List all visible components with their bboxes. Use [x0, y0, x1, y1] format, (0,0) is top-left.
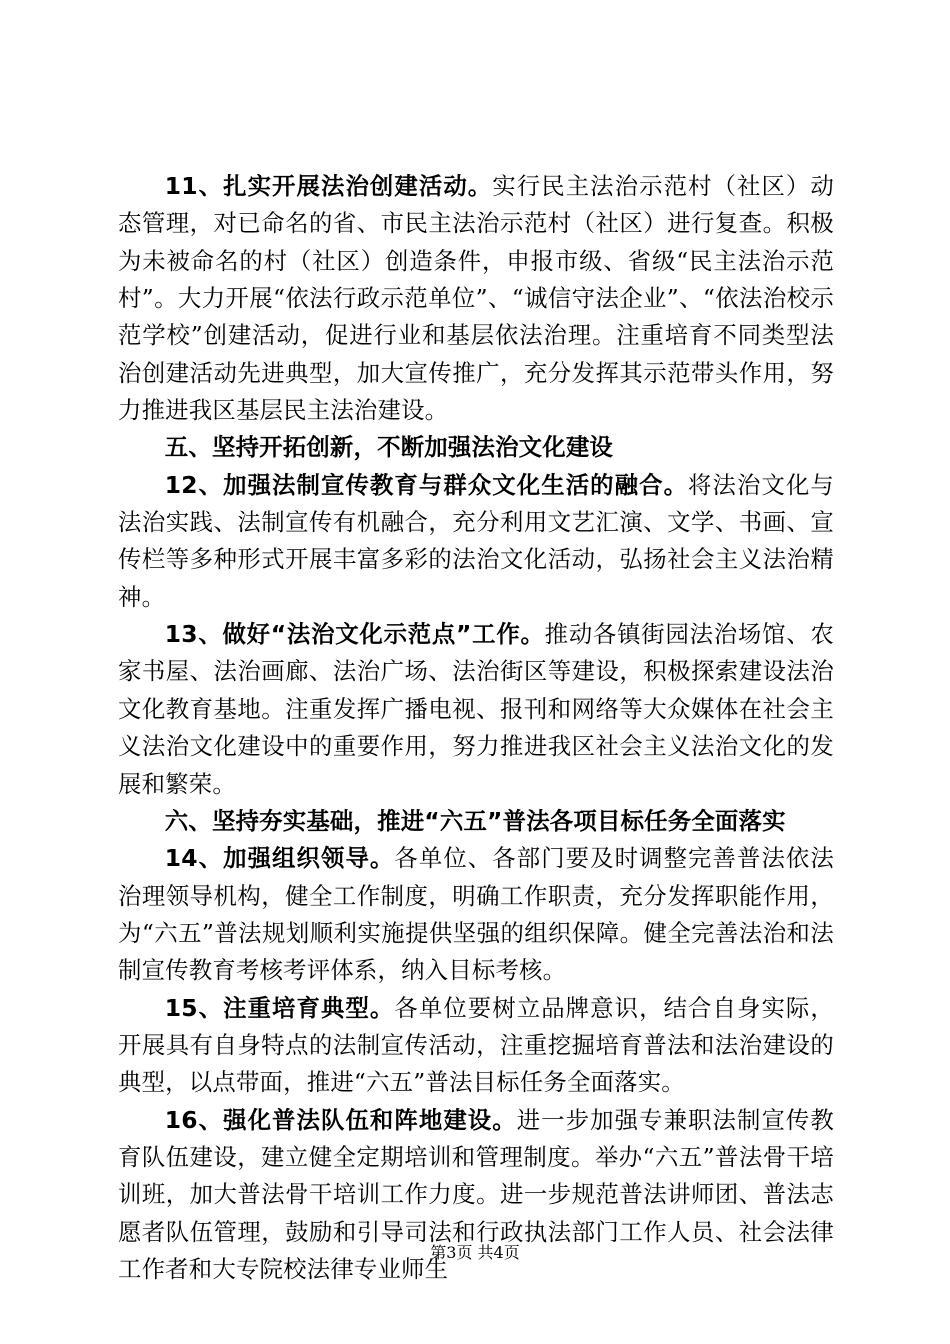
paragraph-12	[118, 467, 834, 616]
paragraph-15-text: 各单位要树立品牌意识，结合自身实际，开展具有自身特点的法制宣传活动，注重挖掘培育普法和法治建设的典型，以点带面，推进“六五”普法目标任务全面落实。	[118, 993, 834, 1097]
page-number-footer: 第3页 共4页	[430, 1243, 520, 1262]
paragraph-13-lead: 13、做好“法治文化示范点”工作。	[164, 620, 545, 649]
paragraph-11-text: 实行民主法治示范村（社区）动态管理，对已命名的省、市民主法治示范村（社区）进行复查。积极为未被命名的村（社区）创造条件，申报市级、省级“民主法治示范村”。大力开展“依法行政示范单位”、“诚信守法企业”、“依法治校示范学校”创建活动，促进行业和基层依法治理。注重培育不同类型法治创建活动先进典型，加大宣传推广，充分发挥其示范带头作用，努力推进我区基层民主法治建设。	[118, 172, 834, 425]
paragraph-13	[118, 616, 834, 803]
paragraph-15	[118, 990, 834, 1102]
paragraph-14-lead: 14、加强组织领导。	[164, 844, 395, 873]
paragraph-16-text: 进一步加强专兼职法制宣传教育队伍建设，建立健全定期培训和管理制度。举办“六五”普法骨干培训班，加大普法骨干培训工作力度。进一步规范普法讲师团、普法志愿者队伍管理，鼓励和引导司法和行政执法部门工作人员、社会法律工作者和大专院校法律专业师生	[118, 1105, 834, 1283]
section-heading-6: 六、坚持夯实基础，推进“六五”普法各项目标任务全面落实	[164, 806, 786, 835]
paragraph-13-text: 推动各镇街园法治场馆、农家书屋、法治画廊、法治广场、法治街区等建设，积极探索建设法治文化教育基地。注重发挥广播电视、报刊和网络等大众媒体在社会主义法治文化建设中的重要作用，努力推进我区社会主义法治文化的发展和繁荣。	[118, 620, 834, 798]
paragraph-14-text: 各单位、各部门要及时调整完善普法依法治理领导机构，健全工作制度，明确工作职责，充分发挥职能作用，为“六五”普法规划顺利实施提供坚强的组织保障。健全完善法治和法制宣传教育考核考评体系，纳入目标考核。	[118, 844, 834, 985]
paragraph-12-lead: 12、加强法制宣传教育与群众文化生活的融合。	[164, 470, 689, 499]
paragraph-16-lead: 16、强化普法队伍和阵地建设。	[164, 1105, 517, 1134]
paragraph-14	[118, 840, 834, 989]
section-heading-5: 五、坚持开拓创新，不断加强法治文化建设	[164, 433, 614, 462]
paragraph-12-text: 将法治文化与法治实践、法制宣传有机融合，充分利用文艺汇演、文学、书画、宣传栏等多种形式开展丰富多彩的法治文化活动，弘扬社会主义法治精神。	[118, 470, 834, 611]
paragraph-15-lead: 15、注重培育典型。	[164, 993, 395, 1022]
paragraph-11	[118, 168, 834, 429]
paragraph-11-lead: 11、扎实开展法治创建活动。	[164, 172, 493, 200]
document-body	[118, 168, 834, 1288]
